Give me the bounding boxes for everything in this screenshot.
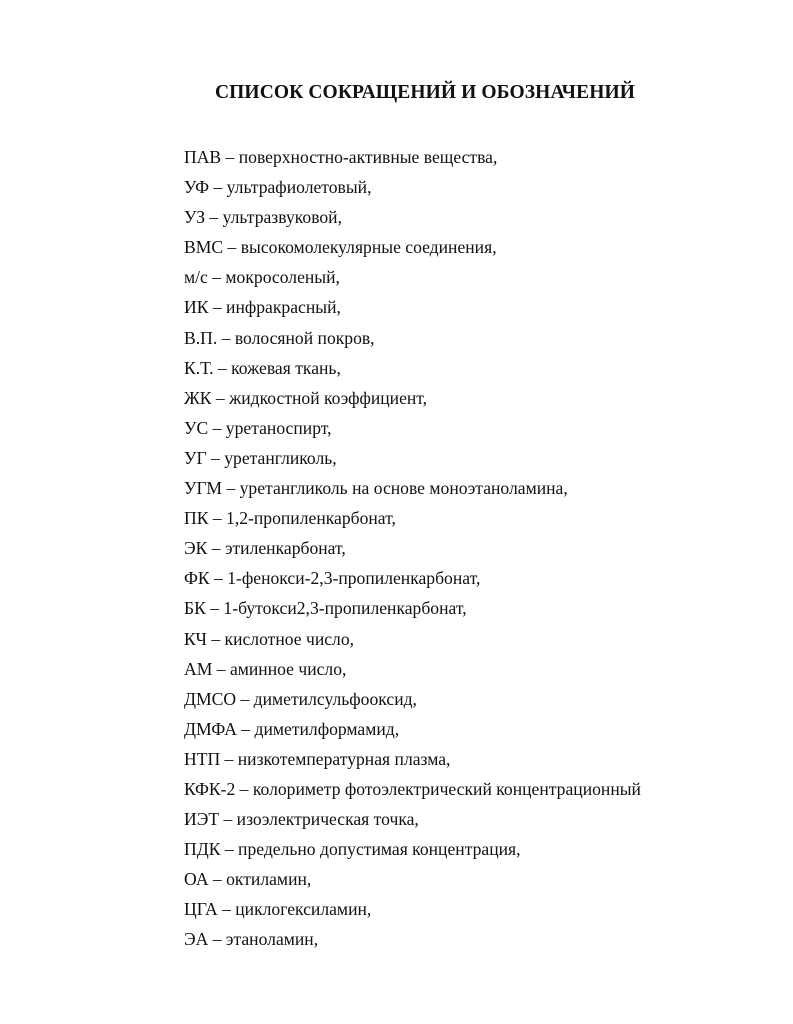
list-item: м/с – мокросоленый, bbox=[184, 267, 340, 288]
list-item: ПАВ – поверхностно-активные вещества, bbox=[184, 147, 498, 167]
list-item: УЗ – ультразвуковой, bbox=[184, 207, 342, 228]
list-item: АМ – аминное число, bbox=[184, 658, 347, 679]
list-item: ОА – октиламин, bbox=[184, 869, 312, 890]
list-item: ИК – инфракрасный, bbox=[184, 297, 341, 318]
list-item: ДМФА – диметилформамид, bbox=[184, 718, 400, 739]
list-item: ФК – 1-фенокси-2,3-пропиленкарбонат, bbox=[184, 568, 481, 589]
list-item: ЭА – этаноламин, bbox=[184, 929, 319, 950]
list-item: ЦГА – циклогексиламин, bbox=[184, 899, 372, 920]
list-item: УГ – уретангликоль, bbox=[184, 447, 337, 468]
list-item: ПК – 1,2-пропиленкарбонат, bbox=[184, 508, 396, 529]
list-item: ПДК – предельно допустимая концентрация, bbox=[184, 839, 521, 860]
list-item: КЧ – кислотное число, bbox=[184, 628, 355, 649]
list-item: ВМС – высокомолекулярные соединения, bbox=[184, 237, 497, 258]
list-item: ЖК – жидкостной коэффициент, bbox=[184, 387, 428, 408]
page-title: СПИСОК СОКРАЩЕНИЙ И ОБОЗНАЧЕНИЙ bbox=[214, 82, 635, 103]
list-item: УС – уретаноспирт, bbox=[184, 417, 332, 438]
list-item: ИЭТ – изоэлектрическая точка, bbox=[184, 809, 419, 830]
list-item: БК – 1-бутокси2,3-пропиленкарбонат, bbox=[184, 598, 467, 619]
list-item: УФ – ультрафиолетовый, bbox=[184, 177, 372, 198]
list-item: ЭК – этиленкарбонат, bbox=[184, 538, 346, 559]
list-item: УГМ – уретангликоль на основе моноэтаноламина, bbox=[184, 478, 568, 499]
list-item: НТП – низкотемпературная плазма, bbox=[184, 748, 451, 769]
list-item: К.Т. – кожевая ткань, bbox=[184, 357, 341, 378]
abbreviations-list bbox=[184, 142, 641, 955]
list-item: В.П. – волосяной покров, bbox=[184, 327, 375, 348]
list-item: КФК-2 – колориметр фотоэлектрический концентрационный bbox=[184, 778, 641, 799]
list-item: ДМСО – диметилсульфооксид, bbox=[184, 688, 417, 709]
